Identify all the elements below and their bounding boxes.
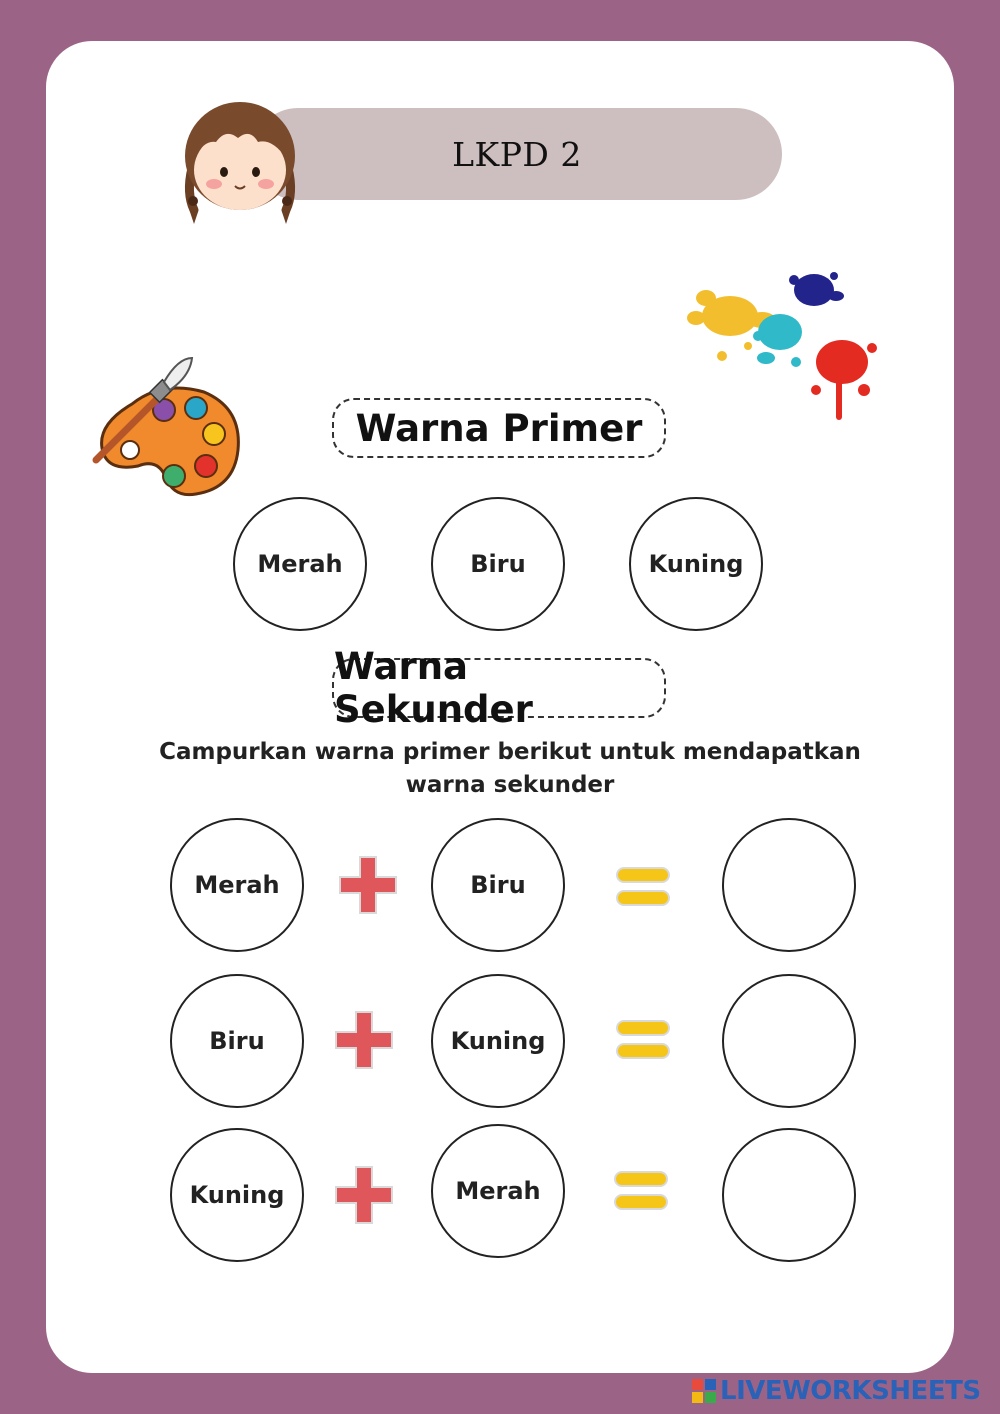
instruction-text — [140, 736, 880, 802]
primary-color-circle: Biru — [431, 497, 565, 631]
plus-icon — [332, 1008, 396, 1072]
equals-icon — [614, 864, 672, 910]
primary-colors-heading: Warna Primer — [332, 398, 666, 458]
liveworksheets-logo-icon — [692, 1379, 716, 1403]
mix-right-circle: Merah — [431, 1124, 565, 1258]
answer-circle[interactable] — [722, 1128, 856, 1262]
girl-face-icon — [180, 98, 300, 230]
mix-left-circle: Biru — [170, 974, 304, 1108]
answer-circle[interactable] — [722, 818, 856, 952]
plus-icon — [332, 1163, 396, 1227]
secondary-colors-heading: Warna Sekunder — [332, 658, 666, 718]
mix-left-circle: Merah — [170, 818, 304, 952]
instruction-line-2: warna sekunder — [405, 772, 615, 798]
mix-right-circle: Biru — [431, 818, 565, 952]
instruction-line-1: Campurkan warna primer berikut untuk mendapatkan — [159, 739, 861, 765]
primary-color-circle: Kuning — [629, 497, 763, 631]
page-title: LKPD 2 — [452, 134, 582, 174]
watermark-text: LIVEWORKSHEETS — [720, 1376, 981, 1406]
paint-palette-icon — [92, 352, 244, 500]
equals-icon — [612, 1168, 670, 1214]
title-banner — [252, 108, 782, 200]
mix-right-circle: Kuning — [431, 974, 565, 1108]
equals-icon — [614, 1017, 672, 1063]
primary-color-circle: Merah — [233, 497, 367, 631]
answer-circle[interactable] — [722, 974, 856, 1108]
paint-splash-icon — [684, 262, 880, 426]
mix-left-circle: Kuning — [170, 1128, 304, 1262]
plus-icon — [336, 853, 400, 917]
liveworksheets-watermark[interactable] — [692, 1376, 981, 1406]
